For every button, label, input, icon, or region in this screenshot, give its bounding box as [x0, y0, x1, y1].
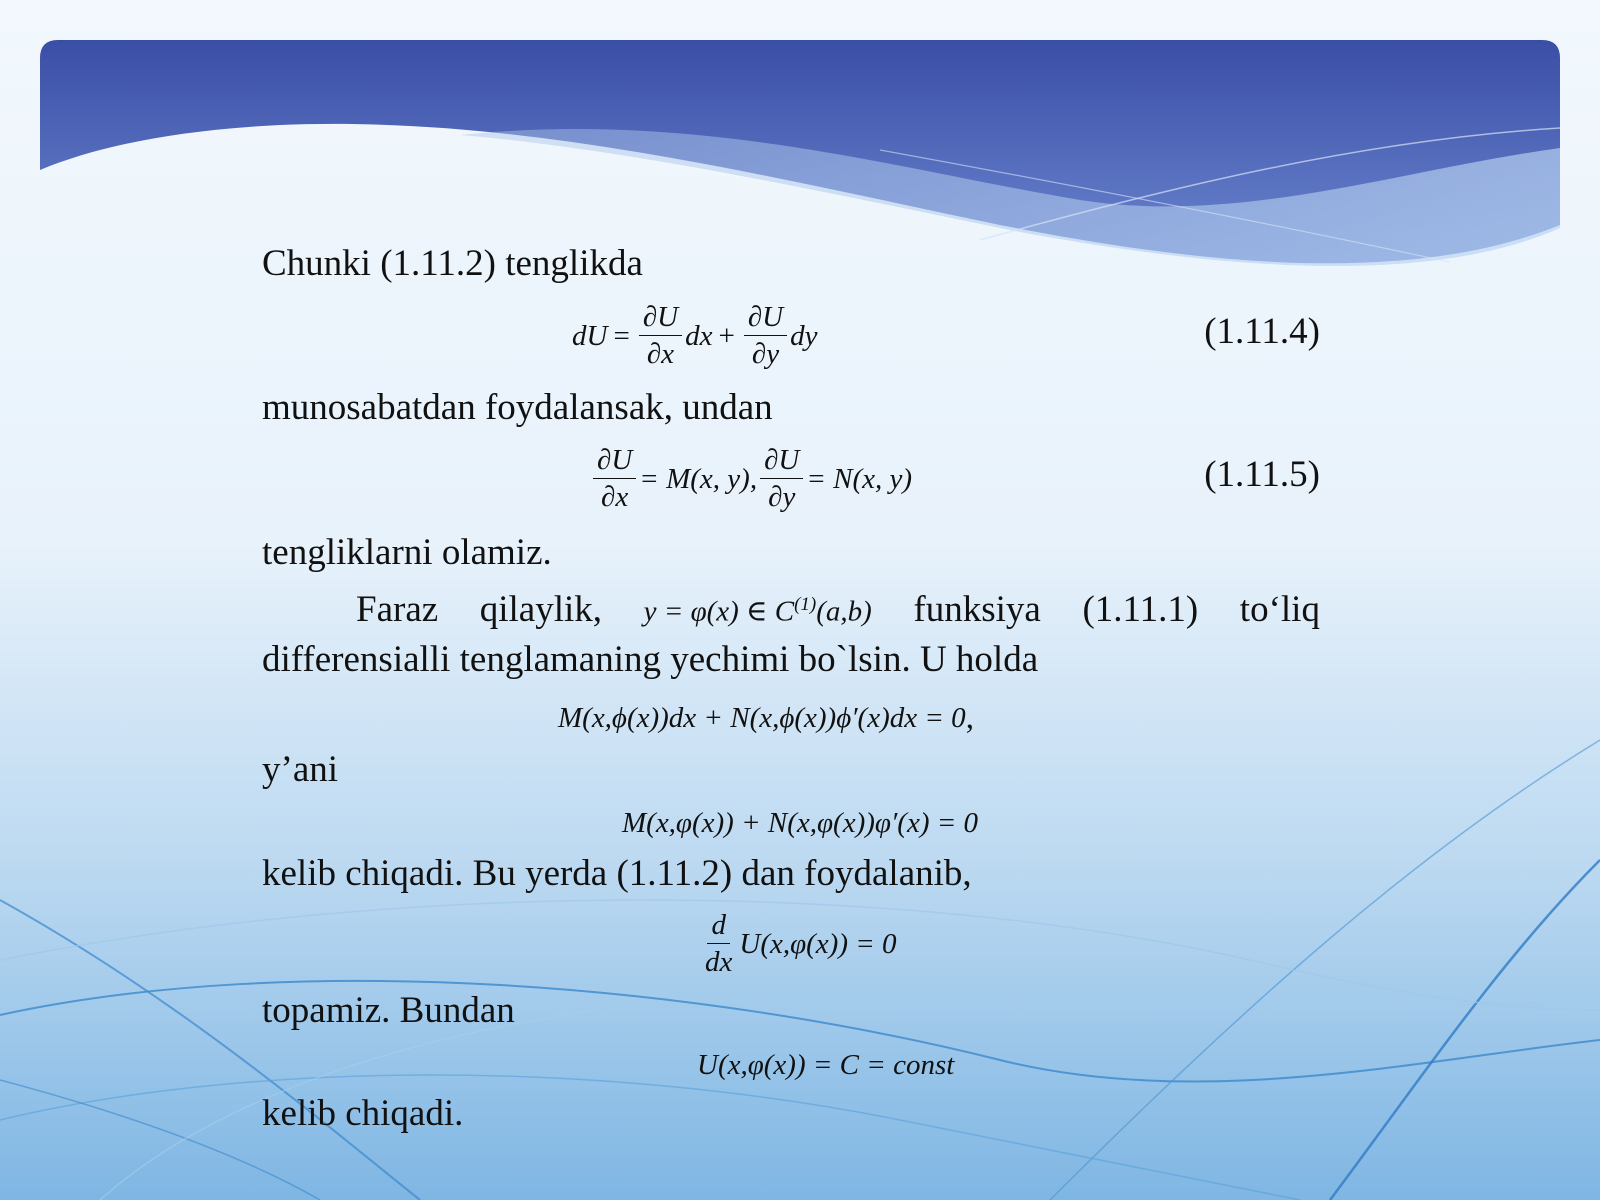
fraction: $\frac{\partial U}{\partial y}$ [760, 443, 803, 514]
inline-formula: y = φ(x) ∈ $C^{(1)}(a,b)$ [643, 594, 872, 628]
text-line: kelib chiqadi. [262, 1093, 464, 1134]
equation: U(x,φ(x)) = C = const [697, 1049, 955, 1081]
text-line: topamiz. Bundan [262, 990, 515, 1031]
fraction: $\frac{d}{dx}$ [705, 909, 733, 978]
equation: M(x,φ(x)) + N(x,φ(x))φ′(x) = 0 [622, 807, 979, 839]
equation-1-11-4: dU = $\frac{\partial U}{\partial x}$ dx + $\frac{\partial U}{\partial y}$ dy [572, 301, 818, 370]
eq-term: dU [572, 319, 608, 352]
equation-number: (1.11.5) [1204, 454, 1320, 495]
paragraph-line: Faraz qilaylik, y = φ(x) ∈ $C^{(1)}(a,b)$ funksiya (1.11.1) to‘liq [262, 585, 1320, 632]
decor-curve [0, 900, 420, 1200]
text-line: Chunki (1.11.2) tenglikda [262, 243, 643, 284]
decor-curve [0, 1075, 1300, 1200]
decor-curve [1330, 860, 1600, 1200]
equation: $\frac{d}{dx}$ U(x,φ(x)) = 0 [698, 908, 897, 979]
fraction: $\frac{\partial U}{\partial x}$ [593, 443, 636, 514]
text-line: differensialli tenglamaning yechimi bo`lsin. U holda [262, 639, 1039, 680]
decor-curve [1050, 740, 1600, 1200]
equation-1-11-5: $\frac{\partial U}{\partial x}$ = M(x, y), $\frac{\partial U}{\partial y}$ = N(x, y) [590, 443, 912, 514]
text-line: kelib chiqadi. Bu yerda (1.11.2) dan foydalanib, [262, 853, 972, 894]
text-line: y’ani [262, 749, 339, 790]
equation-number: (1.11.4) [1204, 311, 1320, 352]
fraction: $\frac{\partial U}{\partial x}$ [639, 300, 682, 371]
text-line: munosabatdan foydalansak, undan [262, 387, 773, 428]
fraction: $\frac{\partial U}{\partial y}$ [744, 300, 787, 371]
text-line: tengliklarni olamiz. [262, 532, 552, 573]
equation: M(x,ϕ(x))dx + N(x,ϕ(x))ϕ′(x)dx = 0 , [558, 700, 974, 736]
